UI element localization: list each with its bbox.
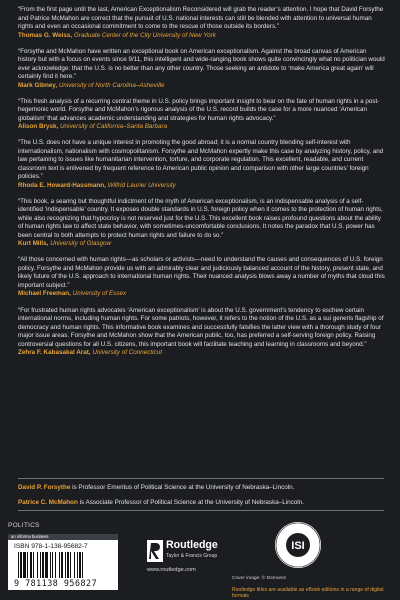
quote-affiliation: University of Connecticut (92, 349, 162, 357)
quote-affiliation: University of Essex (72, 290, 127, 298)
isbn-label: ISBN 978-1-138-95682-7 (14, 543, 88, 550)
endorsement-quote (18, 198, 386, 249)
barcode-bar (37, 552, 38, 578)
barcode-bar (30, 552, 32, 578)
publisher-name: Routledge (166, 539, 218, 551)
author-name: David P. Forsythe (18, 484, 71, 491)
endorsement-quote (18, 139, 386, 190)
publisher-url[interactable]: www.routledge.com (147, 567, 196, 573)
barcode-bar (27, 552, 28, 578)
endorsement-quote (18, 256, 386, 299)
endorsement-quote (18, 307, 386, 358)
quote-attribution (18, 240, 386, 249)
barcode-bar (70, 552, 71, 578)
barcode-bar (82, 552, 83, 578)
divider (18, 478, 384, 479)
barcode-bar (79, 552, 81, 578)
author-bio (18, 484, 388, 493)
quote-attribution (18, 182, 386, 191)
quote-text: “The U.S. does not have a unique interest in promoting the good abroad; it is a normal country blending self-interest with internationalism, nationalism with cosmopolitanism. Forsythe and McMahon expertly make this case by analyzing history, policy, and law pertaining to issues like humanitarian intervention, torture, and corporate regulation. This excellent, readable, and current classroom text is enlivened by frequent reference to American public opinion and comparison with other large countries’ foreign policies.” (18, 139, 384, 181)
quote-author: Kurt Mills, (18, 240, 49, 248)
quote-author: Michael Freeman, (18, 290, 71, 298)
quote-affiliation: Wilfrid Laurier University (107, 181, 176, 189)
isi-logo-text: ISI (291, 540, 305, 552)
quote-author: Alison Brysk, (18, 123, 59, 131)
barcode-bar (55, 552, 56, 578)
quote-attribution (18, 349, 386, 358)
barcode-bar (33, 552, 34, 578)
quote-affiliation: University of California–Santa Barbara (60, 123, 168, 131)
quote-affiliation: University of Glasgow (50, 240, 112, 248)
quote-affiliation: Graduate Center of the City University of New York (73, 31, 216, 39)
quote-text: “All those concerned with human rights—as scholars or activists—need to understand the causes and consequences of U.S. foreign policy. Forsythe and McMahon provide us with an admirably clear and judiciously balanced account of the history, present state, and likely future of the U.S. approach to international human rights. Their nuanced analysis blows away a number of myths that cloud this important subject.” (18, 256, 385, 289)
barcode-bar (45, 552, 48, 578)
barcode-bar (67, 552, 69, 578)
barcode-bar (23, 552, 26, 578)
author-bio-text: is Professor Emeritus of Political Science at the University of Nebraska–Lincoln. (70, 484, 295, 491)
endorsement-quote (18, 98, 386, 132)
endorsements (18, 6, 386, 365)
barcode-bar (52, 552, 53, 578)
cover-credit: Cover image: © Demurez (232, 576, 287, 581)
barcode-bar (61, 552, 63, 578)
author-bio-text: is Associate Professor of Political Science at the University of Nebraska–Lincoln. (77, 498, 304, 506)
imprint-label: an informa business (8, 534, 118, 540)
author-name: Patrice C. McMahon (18, 498, 78, 506)
ebook-note: Routledge titles are available as eBook editions in a range of digital formats (232, 587, 384, 599)
barcode-bar (18, 552, 19, 578)
quote-attribution (18, 290, 386, 299)
barcode-bar (74, 552, 75, 578)
barcode-bar (42, 552, 44, 578)
author-bios (18, 484, 388, 513)
quote-attribution (18, 32, 386, 41)
quote-text: “Forsythe and McMahon have written an exceptional book on American exceptionalism. Against the broad canvas of American history but with a focus on events since 9/11, this intelligent and wide-ranging book shows quite convincingly what no politician would ever acknowledge: that the U.S. is no better than any other country. Those seeking an antidote to ‘make America great again’ will certainly find it here.” (18, 47, 385, 81)
barcode-bar (40, 552, 41, 578)
subject-category: POLITICS (8, 522, 40, 529)
barcode-bar (50, 552, 51, 578)
isi-seal-icon (274, 521, 322, 569)
endorsement-quote (18, 6, 386, 40)
routledge-icon (147, 540, 163, 562)
quote-text: “From the first page until the last, American Exceptionalism Reconsidered will grab the reader’s attention. I hope that David Forsythe and Patrice McMahon are correct that the pursuit of U.S. national interests can still be blended with attention to universal human rights and even an occasional commitment to come to the rescue of those outside its borders.” (18, 6, 384, 30)
barcode-bar (65, 552, 66, 578)
quote-attribution (18, 82, 386, 91)
quote-text: “This book, a searing but thoughtful indictment of the myth of American exceptionalism, is an indispensable analysis of a self-identified ‘indispensable’ country. It exposes double standards in U.S. foreign policy when it comes to the protection of human rights, while also recognizing that hypocrisy is not reserved just for the U.S. This excellent book raises profound questions about the ability of human rights law to affect state behavior, with sometimes-uncomfortable conclusions. It notes the paradox that U.S. power has been central to both attempts to protect human rights and failure to do so.” (18, 197, 383, 239)
quote-author: Thomas G. Weiss, (18, 31, 73, 39)
barcode-bar (59, 552, 60, 578)
author-bio (18, 499, 388, 508)
barcode-bars (18, 552, 110, 578)
quote-author: Mark Gibney, (18, 81, 58, 89)
quote-author: Rhoda E. Howard-Hassmann, (18, 181, 106, 189)
quote-text: “This fresh analysis of a recurring central theme in U.S. policy brings important insight to bear on the fate of human rights in a post-hegemonic world. Forsythe and McMahon’s rigorous analysis of the U.S. record builds the case for a more nuanced ‘American globalism’ that advances academic understanding and strategies for human rights advocacy.” (18, 97, 380, 122)
quote-attribution (18, 123, 386, 132)
quote-author: Zehra F. Kabasakal Arat, (18, 349, 91, 357)
ean-digits: 9 781138 956827 (14, 578, 98, 588)
barcode-bar (77, 552, 78, 578)
endorsement-quote (18, 48, 386, 91)
barcode (8, 534, 118, 590)
publisher-tagline: Taylor & Francis Group (166, 553, 218, 559)
quote-affiliation: University of North Carolina–Asheville (58, 81, 165, 89)
barcode-bar (20, 552, 22, 578)
quote-text: “For frustrated human rights advocates ‘American exceptionalism’ is about the U.S. government’s tendency to eschew certain international norms, including human rights. For some patriots, however, it refers to the notion of the U.S. as a sui generis flagship of democracy and human rights. This informative book examines and successfully falsifies the latter view with a thorough study of four major issue areas. Forsythe and McMahon show that the American public, too, has preferred a self-serving foreign policy. Raising controversial questions for all U.S. citizens, this important book will facilitate teaching and learning in classrooms and beyond.” (18, 306, 384, 348)
divider (18, 510, 384, 511)
